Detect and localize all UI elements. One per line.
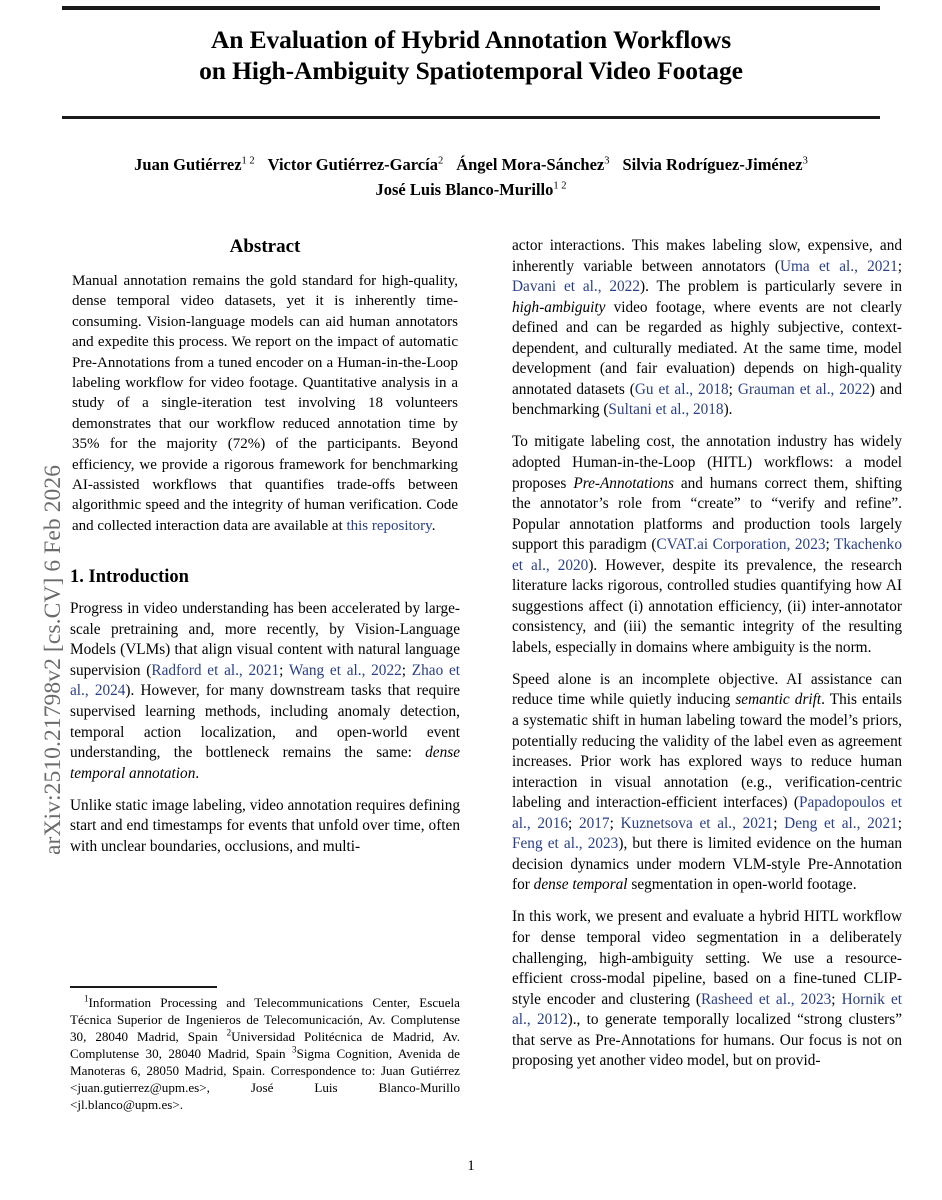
body-text: Unlike static image labeling, video annotation requires defining start and end timestamps for events that unfold over time, often with unclear boundaries, occlusions, and multi- [70,796,460,855]
footnote-part-2: Universidad Politécnica de Madrid, Av. Complutense 30, 28040 Madrid, Spain [70,1028,460,1061]
repository-link[interactable]: this repository [346,517,432,534]
footnote-marker-3: 3 [292,1044,297,1055]
footnote-marker-2: 2 [226,1027,232,1038]
section-heading-introduction: 1. Introduction [70,567,189,588]
header-rule-under-title [62,116,880,119]
citation-link[interactable]: Grauman et al., 2022 [737,380,870,398]
right-column [512,236,902,1083]
citation-link[interactable]: Zhao et al., 2024 [70,661,461,700]
citation-link[interactable]: Deng et al., 2021 [784,814,898,832]
body-text: ). However, for many downstream tasks that require supervised learning methods, including anomaly detection, temporal action localization, and open-world event understanding, the bottleneck remains the same: [70,682,460,762]
abstract-text-tail: . [431,517,436,534]
paragraph-intro-4 [512,670,902,896]
body-text: ). [723,401,733,419]
body-text: Progress in video understanding has been accelerated by large-scale pretraining and, more recently, by Vision-Language Models (VLMs) that align visual content with natural language supervision ( [70,600,460,679]
paragraph-intro-3 [512,432,902,658]
citation-link[interactable]: Rasheed et al., 2023 [700,990,832,1008]
citation-link[interactable]: Sultani et al., 2018 [608,401,724,419]
author-affiliation-marker: 3 [604,155,610,167]
citation-link[interactable]: Uma et al., 2021 [779,257,898,275]
paper-page [62,0,903,1200]
emphasis-text: dense temporal annotation [70,744,460,782]
citation-link[interactable]: Gu et al., 2018 [634,380,729,398]
citation-link[interactable]: Hornik et al., 2012 [512,990,902,1029]
arxiv-stamp [0,0,66,1200]
body-text: ). However, despite its prevalence, the research literature lacks rigorous, controlled studies quantifying how AI suggestions affect (i) annotation efficiency, (ii) inter-annotator consistency, and (iii) the semantic integrity of the resulting labels, especially in domains where ambiguity is the norm. [512,556,902,656]
footnote-separator [70,986,217,988]
page-title-line2: on High-Ambiguity Spatiotemporal Video Footage [199,56,743,85]
citation-link[interactable]: Feng et al., 2023 [512,835,619,853]
footnote-text [70,994,460,1114]
paragraph-intro-2 [70,796,460,858]
body-text: video footage, where events are not clearly defined and can be regarded as highly subjective, context-dependent, and culturally mediated. At the same time, model development (and fair evaluation) depends on high-quality annotated datasets ( [512,298,902,398]
body-text: Speed alone is an incomplete objective. AI assistance can reduce time while quietly inducing [512,670,902,709]
citation-link[interactable]: Tkachenko et al., 2020 [512,536,902,574]
abstract-heading: Abstract [229,236,301,257]
body-text: ; [401,661,412,679]
emphasis-text: dense temporal [533,876,628,894]
author-affiliation-marker: 1 2 [241,155,255,167]
page-number: 1 [467,1158,475,1174]
body-text: ), but there is limited evidence on the human decision dynamics under modern VLM-style Pre-Annotation for [512,835,903,894]
body-text: segmentation in open-world footage. [627,876,857,894]
author-row-2 [376,180,567,199]
body-text: ; [897,814,903,832]
citation-link[interactable]: Wang et al., 2022 [288,661,402,679]
paragraph-intro-2-cont [512,236,902,421]
paragraph-intro-5 [512,907,902,1071]
abstract-body [70,271,460,536]
footnote-part-1: Information Processing and Telecommunications Center, Escuela Técnica Superior de Ingenieros de Telecomunicación, Av. Complutense 30, 28040 Madrid, Spain [70,994,460,1044]
paragraph-intro-1 [70,599,460,784]
body-text: . [195,764,200,782]
footnote [70,986,460,1113]
footnote-part-3: Sigma Cognition, Avenida de Manoteras 6, 28050 Madrid, Spain. Correspondence to: Juan Gutiérrez <juan.gutierrez@upm.es>, José Luis Blanco-Murillo <jl.blanco@upm.es>. [70,1045,460,1113]
citation-link[interactable]: Papadopoulos et al., 2016 [512,794,902,832]
abstract-text: Manual annotation remains the gold standard for high-quality, dense temporal video datasets, yet it is inherently time-consuming. Vision-language models can aid human annotators and expedite this process. We report on the impact of automatic Pre-Annotations from a tuned encoder on a Human-in-the-Loop labeling workflow for video footage. Quantitative analysis in a study of a single-iteration test involving 18 volunteers demonstrates that our workflow reduced annotation time by 35% for the majority (72%) of the participants. Beyond efficiency, we provide a rigorous framework for benchmarking AI-assisted workflows that quantifies trade-offs between algorithmic speed and the integrity of human verification. Code and collected interaction data are available at [72,273,458,534]
body-text: ; [609,814,621,832]
author-row-1 [134,155,808,174]
body-text: ; [728,380,738,398]
author-name: Victor Gutiérrez-García [267,155,438,174]
body-text: ; [568,814,579,832]
page-title [62,24,880,86]
citation-link[interactable]: Kuznetsova et al., 2021 [620,814,774,832]
body-text: ; [279,661,289,679]
citation-link[interactable]: Radford et al., 2021 [151,661,280,679]
body-text: and humans correct them, shifting the annotator’s role from “create” to “verify and refine”. Popular annotation platforms and production tools largely support this paradigm ( [512,474,902,554]
author-list [62,152,880,202]
body-text: actor interactions. This makes labeling slow, expensive, and inherently variable between annotators ( [512,237,902,275]
page-title-line1: An Evaluation of Hybrid Annotation Workflows [210,25,732,54]
citation-link[interactable]: CVAT.ai Corporation, 2023 [656,536,826,554]
header-rule-top [62,6,880,10]
body-text: To mitigate labeling cost, the annotation industry has widely adopted Human-in-the-Loop (HITL) workflows: a model proposes [512,433,902,492]
citation-link[interactable]: Davani et al., 2022 [512,278,640,296]
emphasis-text: Pre-Annotations [573,474,674,492]
author-affiliation-marker: 2 [437,155,444,167]
author-name: Ángel Mora-Sánchez [456,155,605,174]
body-text: ). The problem is particularly severe in [639,278,903,296]
citation-link[interactable]: 2017 [578,814,610,832]
body-text: ; [897,257,902,275]
footnote-marker-1: 1 [84,993,89,1004]
body-text: ; [773,814,785,832]
body-text: ; [831,990,842,1008]
left-column [70,236,460,869]
author-name: Silvia Rodríguez-Jiménez [622,155,803,174]
arxiv-stamp-text: arXiv:2510.21798v2 [cs.CV] 6 Feb 2026 [40,464,66,855]
emphasis-text: semantic drift [735,691,822,709]
body-text: ) and benchmarking ( [512,380,902,419]
body-text: In this work, we present and evaluate a hybrid HITL workflow for dense temporal video segmentation in a deliberately challenging, high-ambiguity setting. We use a resource-efficient cross-modal pipeline, based on a fine-tuned CLIP-style encoder and clustering ( [512,908,902,1008]
emphasis-text: high-ambiguity [512,298,606,316]
author-name: Juan Gutiérrez [134,155,242,174]
body-text: ; [825,536,835,554]
body-text: . This entails a systematic shift in human labeling toward the model’s priors, potentially reducing the validity of the label even as agreement increases. Prior work has explored ways to reduce human interaction in visual annotation (e.g., verification-centric labeling and interaction-efficient interfaces) ( [512,691,902,812]
author-affiliation-marker: 1 2 [553,180,567,192]
body-text: )., to generate temporally localized “strong clusters” that serve as Pre-Annotations for humans. Our focus is not on proposing yet another video model, but on provid- [512,1011,903,1070]
author-affiliation-marker: 3 [802,155,808,167]
author-name: José Luis Blanco-Murillo [375,180,554,199]
